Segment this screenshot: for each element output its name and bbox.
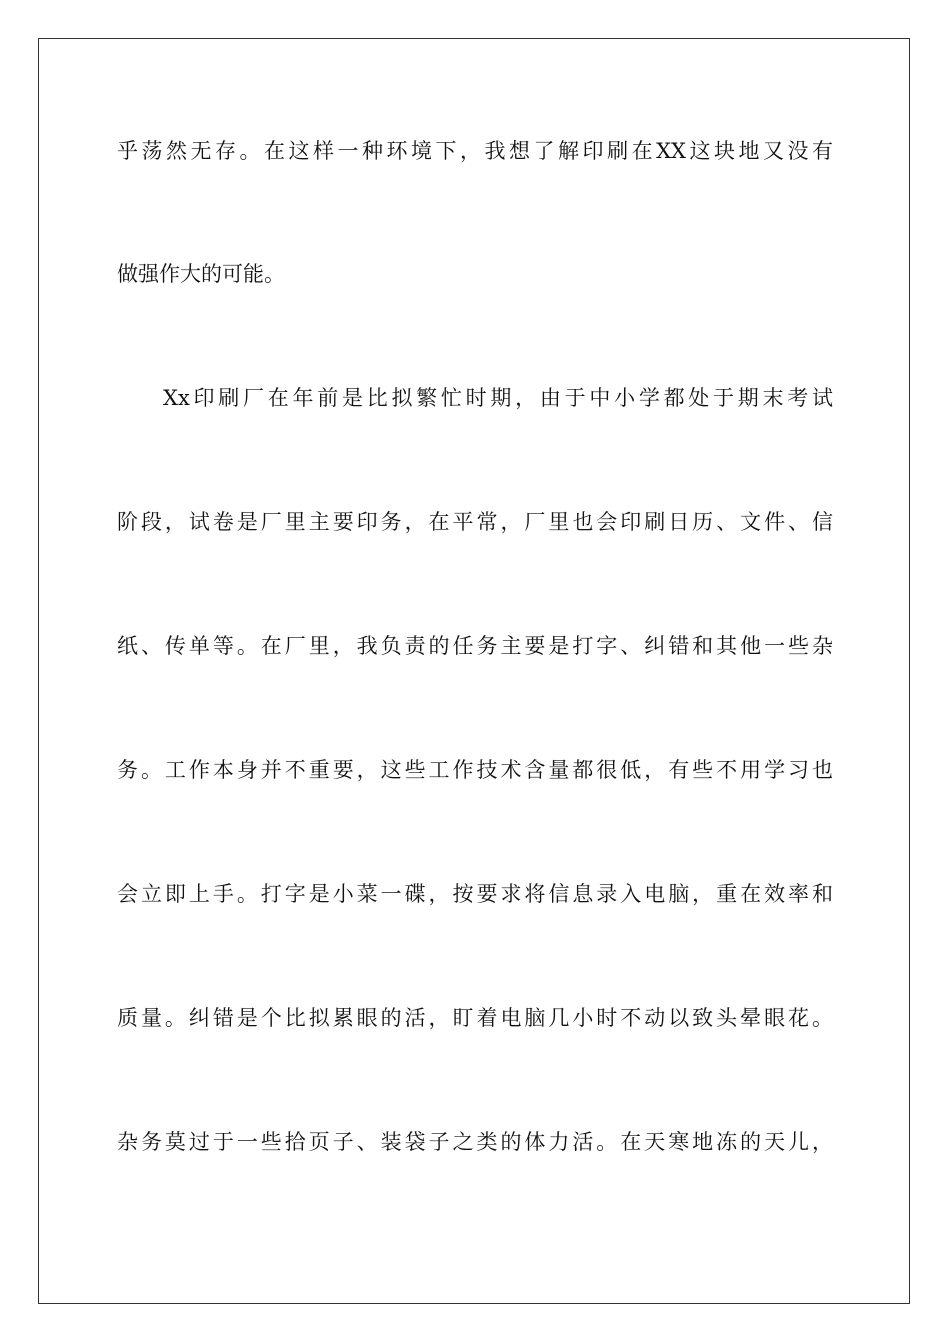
page-border xyxy=(38,38,910,1304)
text-line: 会立即上手。打字是小菜一碟，按要求将信息录入电脑，重在效率和 xyxy=(117,882,833,906)
text-line: 乎荡然无存。在这样一种环境下，我想了解印刷在XX这块地又没有 xyxy=(117,139,833,163)
text-line: 纸、传单等。在厂里，我负责的任务主要是打字、纠错和其他一些杂 xyxy=(117,634,833,658)
text-line: 杂务莫过于一些拾页子、装袋子之类的体力活。在天寒地冻的天儿， xyxy=(117,1130,833,1154)
text-line: Xx印刷厂在年前是比拟繁忙时期，由于中小学都处于期末考试 xyxy=(163,386,833,410)
text-line: 做强作大的可能。 xyxy=(117,262,285,286)
text-line: 阶段，试卷是厂里主要印务，在平常，厂里也会印刷日历、文件、信 xyxy=(117,510,833,534)
text-line: 务。工作本身并不重要，这些工作技术含量都很低，有些不用学习也 xyxy=(117,758,833,782)
text-line: 质量。纠错是个比拟累眼的活，盯着电脑几小时不动以致头晕眼花。 xyxy=(117,1006,833,1030)
